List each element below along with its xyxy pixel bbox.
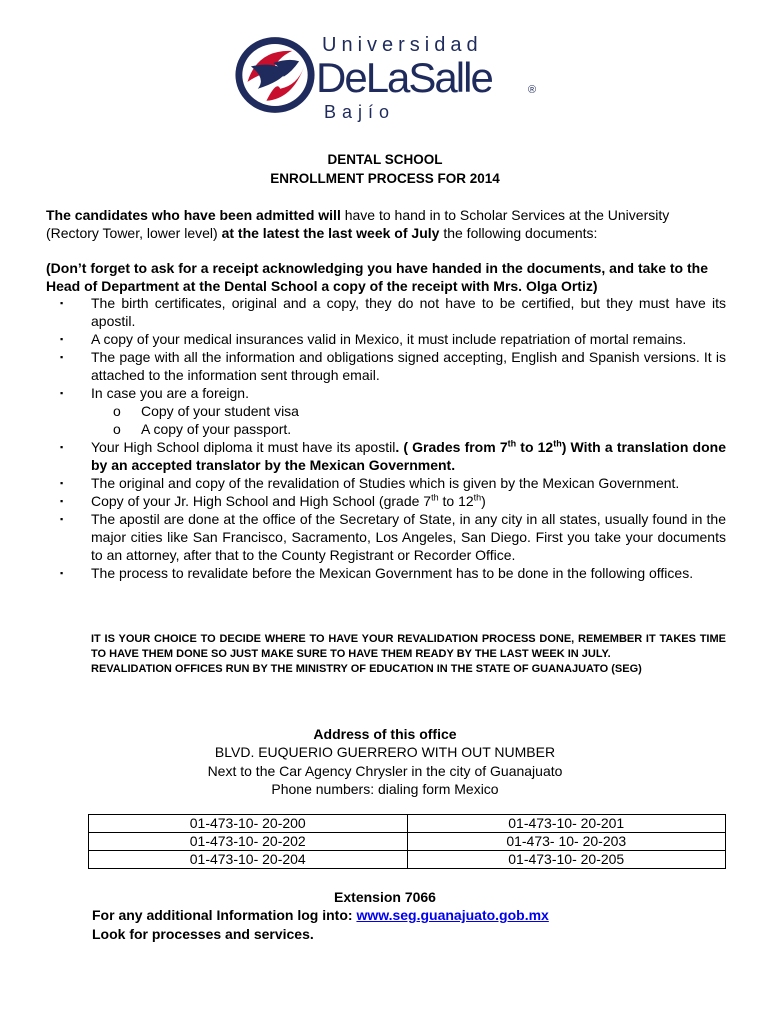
list-item: [46, 384, 726, 438]
square-bullet-icon: ▪: [60, 442, 64, 452]
diploma-sup-2: th: [553, 438, 562, 449]
item-medical-insurance: A copy of your medical insurances valid in Mexico, it must include repatriation of mortal remains.: [91, 331, 687, 347]
footer-block: [92, 906, 549, 944]
phone-cell: 01-473-10- 20-202: [89, 833, 408, 851]
revalidation-note: IT IS YOUR CHOICE TO DECIDE WHERE TO HAVE YOUR REVALIDATION PROCESS DONE, REMEMBER IT TAKES TIME TO HAVE THEM DONE SO JUST MAKE SURE TO HAVE THEM READY BY THE LAST WEEK IN JULY.: [91, 633, 726, 660]
item-birth-certificates: The birth certificates, original and a copy, they do not have to be certified, but they must have its apostil.: [91, 295, 726, 329]
list-item: [46, 492, 726, 510]
intro-bold-2: at the latest the last week of July: [221, 225, 440, 241]
info-line: [92, 906, 549, 925]
square-bullet-icon: ▪: [60, 352, 64, 362]
info-text: For any additional Information log into:: [92, 907, 357, 923]
list-item: [46, 438, 726, 474]
square-bullet-icon: ▪: [60, 388, 64, 398]
list-item: [46, 474, 726, 492]
logo-universidad-text: Universidad: [322, 34, 483, 56]
school-sup-2: th: [473, 492, 482, 503]
square-bullet-icon: ▪: [60, 478, 64, 488]
address-location: Next to the Car Agency Chrysler in the city of Guanajuato: [207, 763, 563, 779]
extension-number: Extension 7066: [334, 889, 436, 905]
list-item: [46, 564, 726, 582]
diploma-sup-1: th: [507, 438, 517, 449]
diploma-bold-3: ) With a translation done by an accepted translator by the Mexican Government.: [91, 439, 726, 473]
list-item: [46, 330, 726, 348]
university-logo: [232, 32, 552, 128]
square-bullet-icon: ▪: [60, 568, 64, 578]
item-diploma: [91, 439, 726, 473]
item-school-copy: [91, 493, 486, 509]
logo-bajio-text: Bajío: [324, 102, 396, 122]
phone-cell: 01-473-10- 20-204: [89, 851, 408, 869]
seg-offices-note: REVALIDATION OFFICES RUN BY THE MINISTRY OF EDUCATION IN THE STATE OF GUANAJUATO (SEG): [91, 663, 642, 675]
list-item: [46, 348, 726, 384]
square-bullet-icon: ▪: [60, 514, 64, 524]
item-revalidation: The original and copy of the revalidation of Studies which is given by the Mexican Government.: [91, 475, 680, 491]
foreign-sublist: [91, 402, 726, 438]
list-item: [46, 294, 726, 330]
phone-cell: 01-473- 10- 20-203: [407, 833, 726, 851]
sublist-item: [91, 420, 726, 438]
table-row: [89, 833, 726, 851]
delasalle-emblem-icon: [232, 32, 318, 118]
item-apostil-info: The apostil are done at the office of the Secretary of State, in any city in all states, usually found in the major cities like San Francisco, Sacramento, Los Angeles, San Diego. First you take your documents to an attorney, after that to the County Registrant or Recorder Office.: [91, 511, 726, 563]
intro-paragraph: [46, 206, 726, 242]
square-bullet-icon: ▪: [60, 334, 64, 344]
item-student-visa: Copy of your student visa: [141, 403, 299, 419]
school-sup-1: th: [431, 492, 439, 503]
table-row: [89, 851, 726, 869]
school-text-1: Copy of your Jr. High School and High School (grade 7: [91, 493, 432, 509]
table-row: [89, 815, 726, 833]
address-street: BLVD. EUQUERIO GUERRERO WITH OUT NUMBER: [214, 744, 556, 760]
notes-block: [46, 632, 726, 677]
logo-delasalle-text: DeLaSalle: [316, 54, 492, 101]
square-bullet-icon: ▪: [60, 298, 64, 308]
phone-cell: 01-473-10- 20-205: [407, 851, 726, 869]
circle-bullet-icon: o: [113, 421, 121, 437]
phone-numbers-label: Phone numbers: dialing form Mexico: [271, 781, 499, 797]
diploma-bold-2: to 12: [516, 439, 554, 455]
doc-title-line1: DENTAL SCHOOL: [327, 152, 443, 167]
item-signed-page: The page with all the information and obligations signed accepting, English and Spanish versions. It is attached to the information sent through email.: [91, 349, 726, 383]
intro-bold-1: The candidates who have been admitted will: [46, 207, 341, 223]
list-item: [46, 510, 726, 564]
address-heading: Address of this office: [313, 726, 457, 742]
square-bullet-icon: ▪: [60, 496, 64, 506]
processes-line: Look for processes and services.: [92, 926, 314, 942]
school-text-3: ): [481, 493, 486, 509]
seg-website-link[interactable]: www.seg.guanajuato.gob.mx: [356, 907, 549, 923]
diploma-bold-1: . ( Grades from 7: [395, 439, 508, 455]
circle-bullet-icon: o: [113, 403, 121, 419]
logo-registered-mark: ®: [528, 84, 537, 96]
item-foreign: In case you are a foreign.: [91, 385, 249, 401]
phone-numbers-table: [88, 814, 726, 869]
documents-list: [46, 294, 726, 582]
receipt-reminder: (Don’t forget to ask for a receipt acknowledging you have handed in the documents, and take to the Head of Department at the Dental School a copy of the receipt with Mrs. Olga Ortiz): [46, 260, 708, 294]
item-revalidate-process: The process to revalidate before the Mexican Government has to be done in the following offices.: [91, 565, 694, 581]
school-text-2: to 12: [438, 493, 474, 509]
sublist-item: [91, 402, 726, 420]
intro-text-2: the following documents:: [439, 225, 598, 241]
diploma-text: Your High School diploma it must have its apostil: [91, 439, 396, 455]
phone-cell: 01-473-10- 20-201: [407, 815, 726, 833]
intro-text-1: have to hand in to Scholar Services at the University (Rectory Tower, lower level): [46, 207, 670, 241]
item-passport: A copy of your passport.: [141, 421, 292, 437]
doc-title-line2: ENROLLMENT PROCESS FOR 2014: [270, 171, 500, 186]
phone-cell: 01-473-10- 20-200: [89, 815, 408, 833]
